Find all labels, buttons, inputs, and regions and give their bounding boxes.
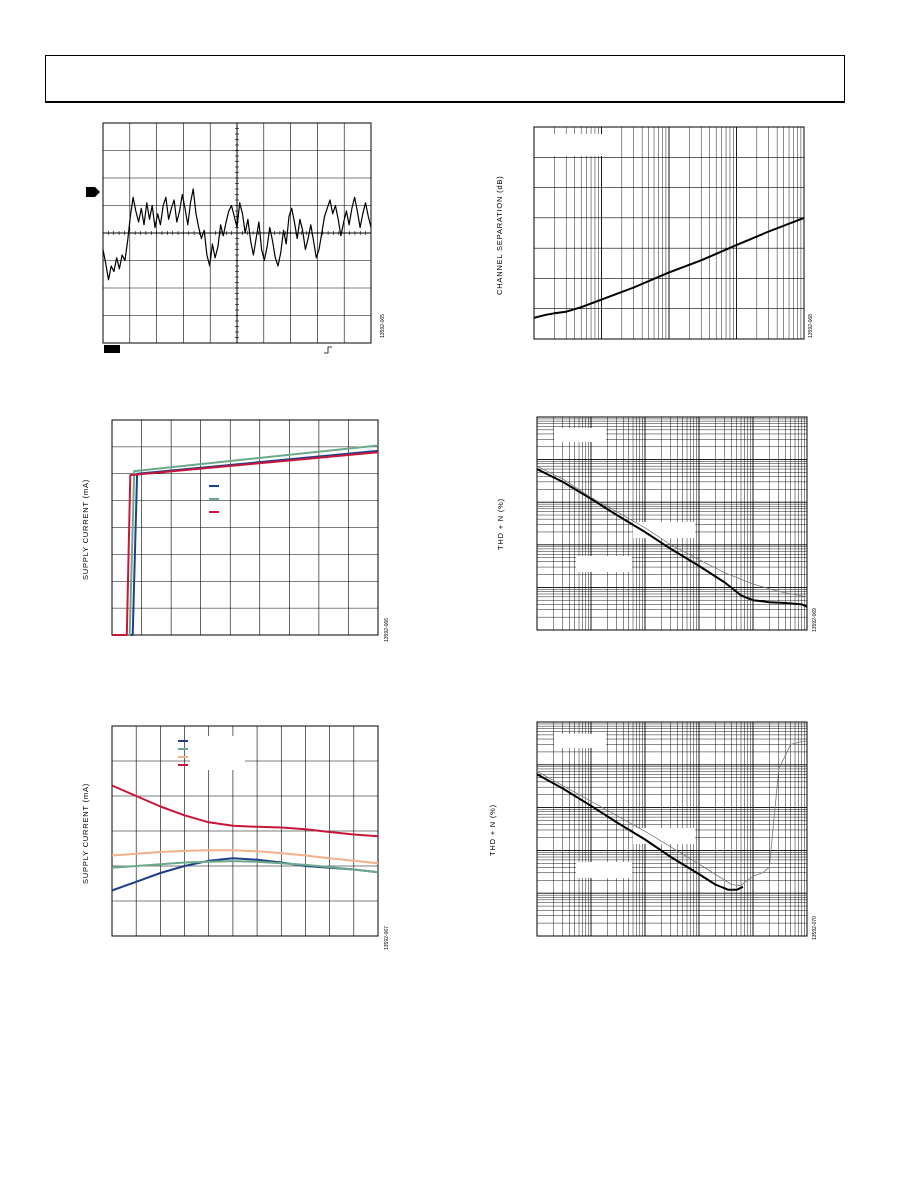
supply-current-voltage-figure bbox=[78, 412, 398, 652]
page-header-box bbox=[45, 55, 845, 103]
figure-code: 13592-067 bbox=[384, 926, 390, 950]
annotation-box bbox=[576, 862, 632, 878]
figure-code: 13592-070 bbox=[812, 916, 818, 940]
series-line bbox=[112, 786, 378, 837]
y-axis-label: THD + N (%) bbox=[488, 804, 497, 856]
thdn-figure-1 bbox=[490, 410, 830, 650]
figure-code: 13592-069 bbox=[812, 608, 818, 632]
y-axis-label: CHANNEL SEPARATION (dB) bbox=[495, 175, 504, 295]
thdn-figure-2 bbox=[490, 716, 830, 956]
thdn-chart-2 bbox=[490, 716, 830, 956]
annotation-box bbox=[576, 556, 632, 572]
figure-code: 13592-065 bbox=[380, 314, 386, 338]
annotation-box bbox=[538, 134, 612, 156]
series-line bbox=[112, 452, 378, 635]
y-axis-label: SUPPLY CURRENT (mA) bbox=[81, 478, 90, 580]
annotation-box bbox=[190, 736, 245, 770]
annotation-box bbox=[554, 428, 606, 442]
y-axis-label: THD + N (%) bbox=[496, 498, 505, 550]
channel-separation-chart bbox=[490, 120, 830, 350]
supply-current-voltage-chart bbox=[78, 412, 398, 652]
supply-current-temp-chart bbox=[78, 718, 398, 958]
channel-separation-figure bbox=[490, 120, 830, 350]
figure-code: 13592-068 bbox=[808, 314, 814, 338]
annotation-box bbox=[554, 734, 606, 748]
channel-tag bbox=[104, 345, 120, 353]
annotation-box bbox=[633, 828, 695, 844]
noise-chart bbox=[84, 120, 394, 360]
series-line bbox=[112, 861, 378, 872]
series-line bbox=[112, 451, 378, 635]
noise-figure bbox=[84, 120, 394, 360]
series-line bbox=[112, 858, 378, 890]
thdn-chart-1 bbox=[490, 410, 830, 650]
y-axis-label: SUPPLY CURRENT (mA) bbox=[81, 782, 90, 884]
channel-marker-icon bbox=[86, 187, 100, 197]
supply-current-temp-figure bbox=[78, 718, 398, 958]
figure-code: 13592-066 bbox=[384, 618, 390, 642]
trigger-icon bbox=[324, 347, 332, 353]
